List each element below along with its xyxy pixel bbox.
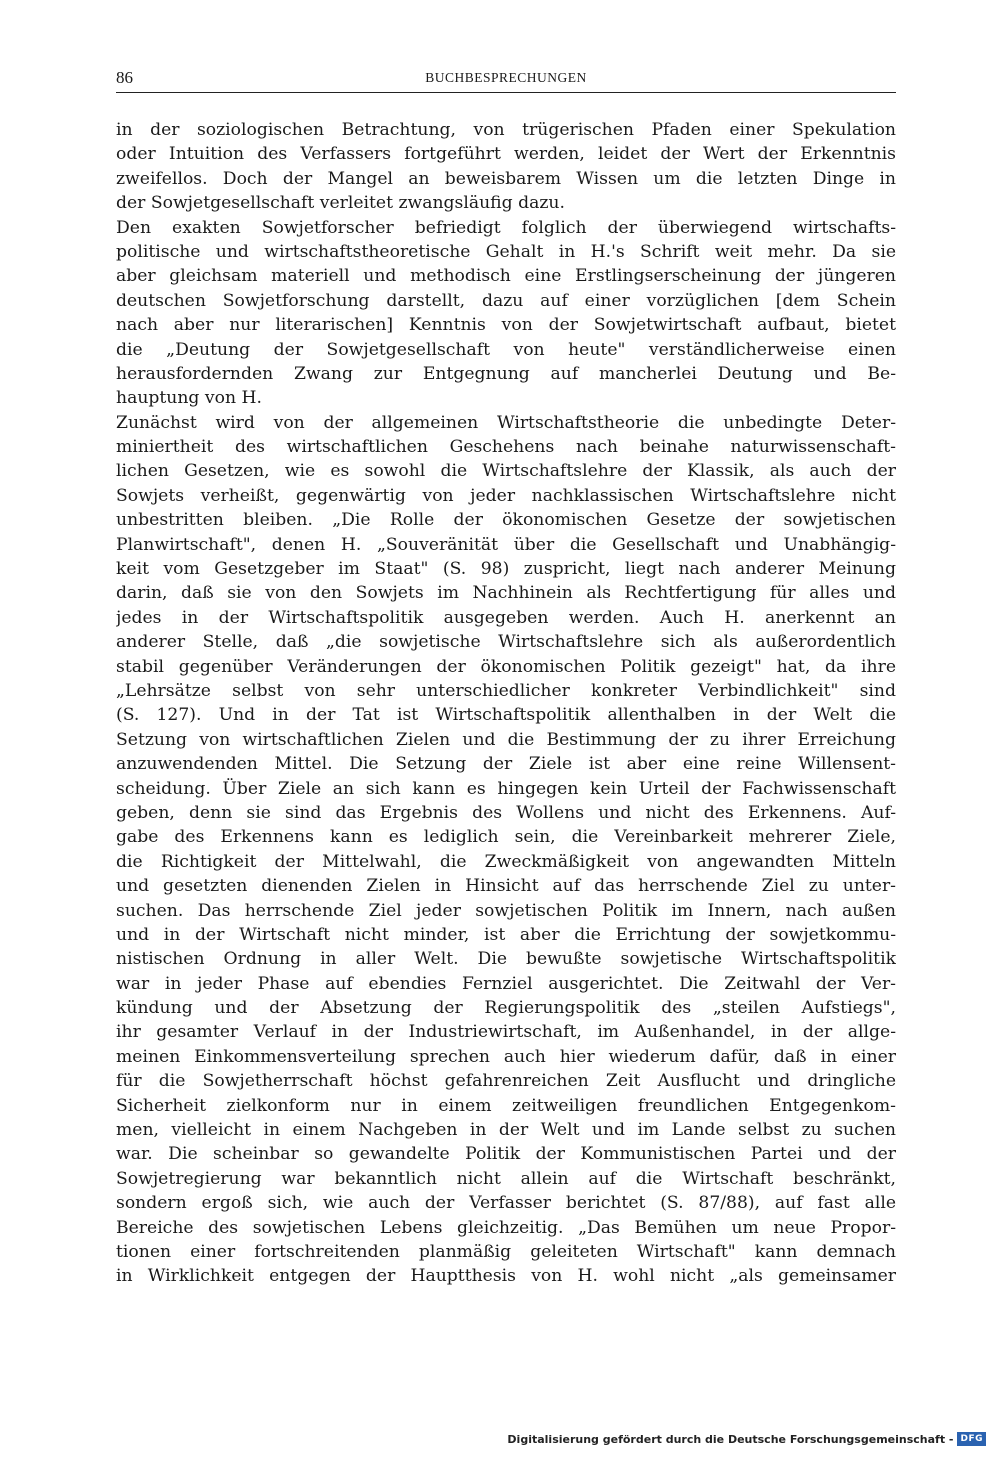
text-line: unbestritten bleiben. „Die Rolle der ökonomischen Gesetze der sowjetischen (116, 510, 896, 531)
text-line: sondern ergoß sich, wie auch der Verfasser berichtet (S. 87/88), auf fast alle (116, 1193, 896, 1214)
text-line: miniertheit des wirtschaftlichen Geschehens nach beinahe naturwissenschaft- (116, 437, 896, 458)
text-line: der Sowjetgesellschaft verleitet zwangsläufig dazu. (116, 193, 565, 214)
text-line: Den exakten Sowjetforscher befriedigt folglich der überwiegend wirtschafts- (116, 217, 896, 238)
text-line: stabil gegenüber Veränderungen der ökonomischen Politik gezeigt" hat, da ihre (116, 656, 896, 677)
text-line: Sicherheit zielkonform nur in einem zeitweiligen freundlichen Entgegenkom- (116, 1095, 896, 1116)
text-line: herausfordernden Zwang zur Entgegnung auf mancherlei Deutung und Be- (116, 363, 896, 384)
text-line: war. Die scheinbar so gewandelte Politik der Kommunistischen Partei und der (116, 1144, 896, 1165)
text-line: war in jeder Phase auf ebendies Fernziel ausgerichtet. Die Zeitwahl der Ver- (116, 973, 896, 994)
text-line: darin, daß sie von den Sowjets im Nachhinein als Rechtfertigung für alles und (116, 583, 896, 604)
running-head: BUCHBESPRECHUNGEN (425, 70, 587, 85)
text-line: meinen Einkommensverteilung sprechen auch hier wiederum dafür, daß in einer (116, 1046, 896, 1067)
text-line: deutschen Sowjetforschung darstellt, dazu auf einer vorzüglichen [dem Schein (116, 290, 896, 311)
text-line: keit vom Gesetzgeber im Staat" (S. 98) zuspricht, liegt nach anderer Meinung (116, 559, 896, 580)
text-line: nistischen Ordnung in aller Welt. Die bewußte sowjetische Wirtschaftspolitik (116, 949, 896, 970)
digitization-credit (507, 1432, 986, 1446)
text-line: für die Sowjetherrschaft höchst gefahrenreichen Zeit Ausflucht und dringliche (116, 1071, 896, 1092)
text-line: anzuwendenden Mittel. Die Setzung der Ziele ist aber eine reine Willensent- (116, 754, 896, 775)
body-text (116, 118, 896, 1289)
text-line: gabe des Erkennens kann es lediglich sein, die Vereinbarkeit mehrerer Ziele, (116, 827, 896, 848)
text-line: die „Deutung der Sowjetgesellschaft von heute" verständlicherweise einen (116, 339, 896, 360)
text-line: aber gleichsam materiell und methodisch eine Erstlingserscheinung der jüngeren (116, 266, 896, 287)
text-line: und in der Wirtschaft nicht minder, ist aber die Errichtung der sowjetkommu- (116, 924, 896, 945)
text-line: ihr gesamter Verlauf in der Industriewirtschaft, im Außenhandel, in der allge- (116, 1022, 896, 1043)
credit-text: Digitalisierung gefördert durch die Deutsche Forschungsgemeinschaft - (507, 1432, 954, 1446)
text-line: (S. 127). Und in der Tat ist Wirtschaftspolitik allenthalben in der Welt die (116, 705, 896, 726)
text-line: jedes in der Wirtschaftspolitik ausgegeben werden. Auch H. anerkennt an (116, 607, 896, 628)
text-line: politische und wirtschaftstheoretische Gehalt in H.'s Schrift weit mehr. Da sie (116, 241, 896, 262)
text-line: scheidung. Über Ziele an sich kann es hingegen kein Urteil der Fachwissenschaft (116, 778, 896, 799)
dfg-logo: DFG (957, 1432, 986, 1446)
text-line: kündung und der Absetzung der Regierungspolitik des „steilen Aufstiegs", (116, 998, 896, 1019)
text-line: Bereiche des sowjetischen Lebens gleichzeitig. „Das Bemühen um neue Propor- (116, 1217, 896, 1238)
text-line: tionen einer fortschreitenden planmäßig geleiteten Wirtschaft" kann demnach (116, 1241, 896, 1262)
text-line: und gesetzten dienenden Zielen in Hinsicht auf das herrschende Ziel zu unter- (116, 876, 896, 897)
page-header (116, 66, 896, 93)
text-line: in der soziologischen Betrachtung, von trügerischen Pfaden einer Spekulation (116, 120, 896, 140)
text-line: Zunächst wird von der allgemeinen Wirtschaftstheorie die unbedingte Deter- (116, 412, 896, 433)
text-line: Planwirtschaft", denen H. „Souveränität über die Gesellschaft und Unabhängig- (116, 534, 896, 555)
text-line: Sowjetregierung war bekanntlich nicht allein auf die Wirtschaft beschränkt, (116, 1168, 896, 1189)
text-line: zweifellos. Doch der Mangel an beweisbarem Wissen um die letzten Dinge in (116, 168, 896, 189)
text-line: lichen Gesetzen, wie es sowohl die Wirtschaftslehre der Klassik, als auch der (116, 461, 896, 482)
page-number: 86 (116, 68, 133, 87)
text-line: hauptung von H. (116, 388, 262, 409)
text-line: anderer Stelle, daß „die sowjetische Wirtschaftslehre sich als außerordentlich (116, 632, 896, 653)
text-line: oder Intuition des Verfassers fortgeführt werden, leidet der Wert der Erkenntnis (116, 144, 896, 165)
text-line: suchen. Das herrschende Ziel jeder sowjetischen Politik im Innern, nach außen (116, 900, 896, 921)
text-line: men, vielleicht in einem Nachgeben in der Welt und im Lande selbst zu suchen (116, 1120, 896, 1141)
text-line: Setzung von wirtschaftlichen Zielen und die Bestimmung der zu ihrer Erreichung (116, 729, 896, 750)
text-line: in Wirklichkeit entgegen der Hauptthesis von H. wohl nicht „als gemeinsamer (116, 1266, 896, 1287)
text-line: nach aber nur literarischen] Kenntnis von der Sowjetwirtschaft aufbaut, bietet (116, 315, 896, 336)
text-line: geben, denn sie sind das Ergebnis des Wollens und nicht des Erkennens. Auf- (116, 802, 896, 823)
text-line: die Richtigkeit der Mittelwahl, die Zweckmäßigkeit von angewandten Mitteln (116, 851, 896, 872)
text-line: „Lehrsätze selbst von sehr unterschiedlicher konkreter Verbindlichkeit" sind (116, 680, 896, 701)
text-line: Sowjets verheißt, gegenwärtig von jeder nachklassischen Wirtschaftslehre nicht (116, 485, 896, 506)
